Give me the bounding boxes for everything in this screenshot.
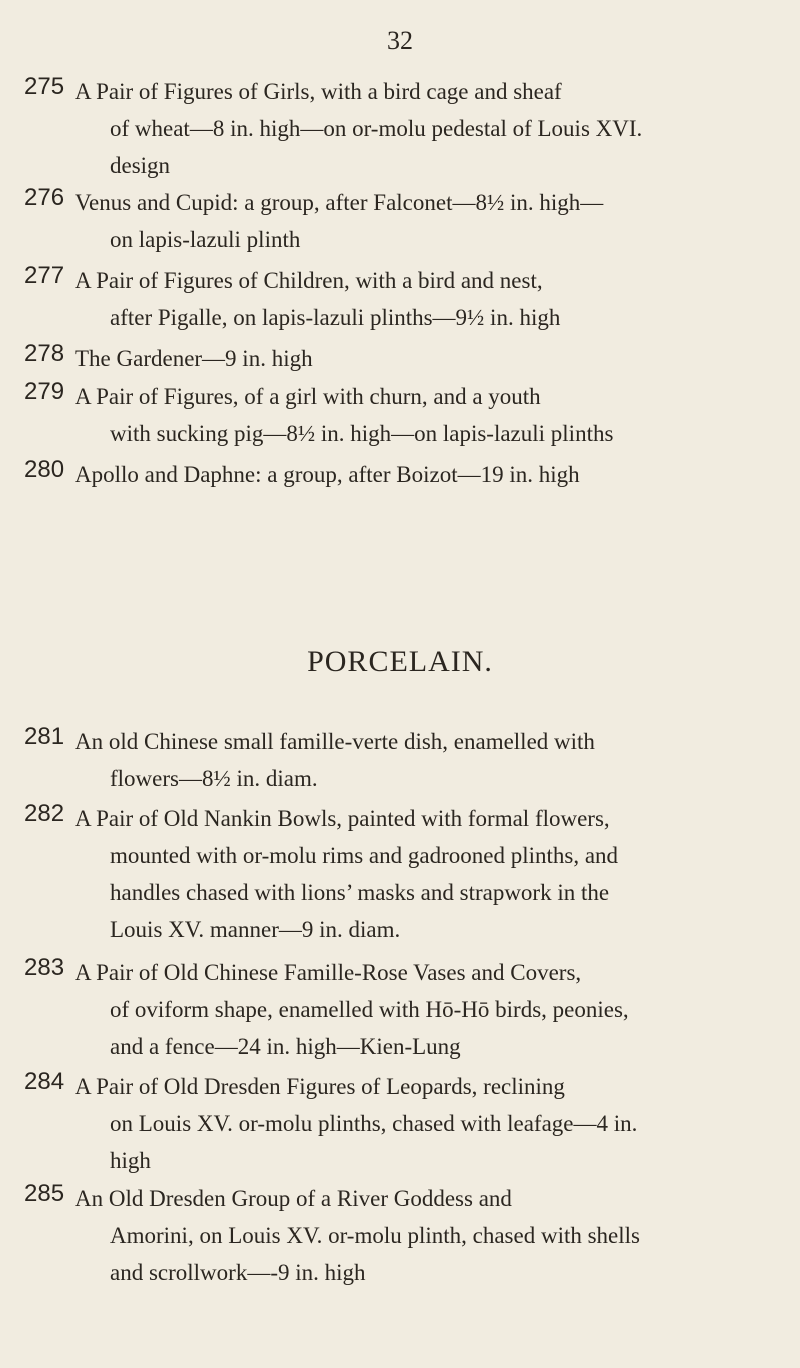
lot-line: flowers—8½ in. diam.	[110, 766, 318, 791]
lot-line: An Old Dresden Group of a River Goddess and	[75, 1186, 512, 1211]
lot-description	[75, 456, 775, 493]
lot-line: A Pair of Figures of Girls, with a bird cage and sheaf	[75, 79, 562, 104]
lot-line: of oviform shape, enamelled with Hō-Hō birds, peonies,	[110, 997, 629, 1022]
page-number: 32	[387, 26, 413, 55]
lot-number: 281	[24, 723, 65, 750]
lot-description	[75, 954, 775, 1065]
lot-description	[75, 262, 775, 336]
lot-number: 283	[24, 954, 65, 981]
lot-description	[75, 1180, 775, 1291]
lot-line: A Pair of Figures, of a girl with churn, and a youth	[75, 384, 541, 409]
section-heading: PORCELAIN.	[307, 645, 493, 678]
lot-line: and scrollwork—-9 in. high	[110, 1260, 366, 1285]
lot-description	[75, 800, 775, 948]
lot-line: high	[110, 1148, 151, 1173]
lot-line: Apollo and Daphne: a group, after Boizot—19 in. high	[75, 462, 580, 487]
lot-number: 284	[24, 1068, 65, 1095]
lot-description	[75, 340, 775, 377]
lot-line: Amorini, on Louis XV. or-molu plinth, chased with shells	[110, 1223, 640, 1248]
lot-line: on lapis-lazuli plinth	[110, 227, 301, 252]
lot-line: design	[110, 153, 171, 178]
lot-line: with sucking pig—8½ in. high—on lapis-lazuli plinths	[110, 421, 614, 446]
lot-line: of wheat—8 in. high—on or-molu pedestal of Louis XVI.	[110, 116, 643, 141]
lot-number: 278	[24, 340, 65, 367]
lot-description	[75, 184, 775, 258]
lot-line: Louis XV. manner—9 in. diam.	[110, 917, 401, 942]
lot-number: 276	[24, 184, 65, 211]
lot-number: 279	[24, 378, 65, 405]
lot-number: 277	[24, 262, 65, 289]
lot-description	[75, 723, 775, 797]
lot-description	[75, 73, 775, 184]
lot-line: handles chased with lions’ masks and strapwork in the	[110, 880, 610, 905]
lot-number: 275	[24, 73, 65, 100]
lot-number: 282	[24, 800, 65, 827]
lot-number: 285	[24, 1180, 65, 1207]
lot-line: Venus and Cupid: a group, after Falconet—8½ in. high—	[75, 190, 604, 215]
lot-line: An old Chinese small famille-verte dish, enamelled with	[75, 729, 595, 754]
lot-line: mounted with or-molu rims and gadrooned plinths, and	[110, 843, 619, 868]
lot-line: and a fence—24 in. high—Kien-Lung	[110, 1034, 461, 1059]
lot-line: after Pigalle, on lapis-lazuli plinths—9½ in. high	[110, 305, 561, 330]
lot-number: 280	[24, 456, 65, 483]
lot-line: A Pair of Old Chinese Famille-Rose Vases and Covers,	[75, 960, 582, 985]
lot-description	[75, 1068, 775, 1179]
lot-line: The Gardener—9 in. high	[75, 346, 313, 371]
lot-line: A Pair of Old Nankin Bowls, painted with formal flowers,	[75, 806, 610, 831]
lot-line: on Louis XV. or-molu plinths, chased with leafage—4 in.	[110, 1111, 638, 1136]
lot-description	[75, 378, 775, 452]
lot-line: A Pair of Old Dresden Figures of Leopards, reclining	[75, 1074, 565, 1099]
lot-line: A Pair of Figures of Children, with a bird and nest,	[75, 268, 543, 293]
